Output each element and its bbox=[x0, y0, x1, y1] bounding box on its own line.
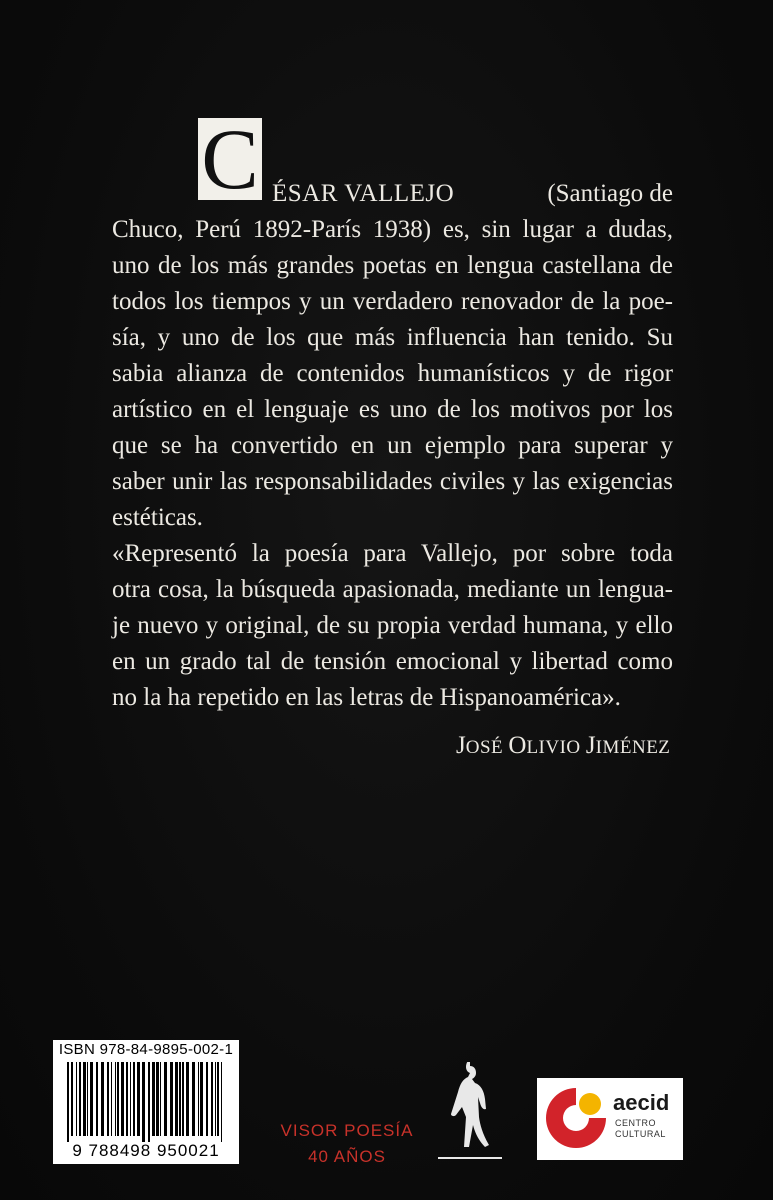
barcode-bar bbox=[160, 1062, 161, 1136]
barcode-bar bbox=[192, 1062, 195, 1136]
barcode-bar bbox=[221, 1062, 222, 1142]
quote-line: je nuevo y original, de su propia verdad humana, y ello bbox=[112, 612, 673, 639]
aecid-name: aecid bbox=[613, 1090, 670, 1115]
publisher-logo-figure bbox=[430, 1062, 510, 1162]
barcode-bar bbox=[121, 1062, 124, 1136]
quote-line: en un grado tal de tensión emocional y libertad como bbox=[112, 648, 673, 675]
barcode-bar bbox=[152, 1062, 155, 1136]
quote-line: otra cosa, la búsqueda apasionada, mediante un lengua- bbox=[112, 576, 673, 603]
birthplace-start: (Santiago de bbox=[547, 180, 673, 207]
barcode-bar bbox=[179, 1062, 181, 1136]
aecid-logo-icon bbox=[543, 1084, 609, 1154]
blurb-line: estéticas. bbox=[112, 504, 203, 531]
barcode-bar bbox=[83, 1062, 86, 1136]
barcode-bar bbox=[107, 1062, 109, 1136]
barcode-bar bbox=[175, 1062, 178, 1136]
quote-line: «Representó la poesía para Vallejo, por sobre toda bbox=[112, 540, 673, 567]
publisher-line-1: VISOR POESÍA bbox=[280, 1121, 414, 1140]
barcode-bar bbox=[148, 1062, 150, 1142]
blurb-first-line bbox=[272, 176, 673, 212]
barcode-bar bbox=[211, 1062, 213, 1136]
blurb-line: todos los tiempos y un verdadero renovador de la poe- bbox=[112, 288, 673, 315]
barcode-bar bbox=[133, 1062, 135, 1136]
barcode-bar bbox=[111, 1062, 112, 1136]
barcode-bars bbox=[63, 1062, 229, 1142]
aecid-logo-box bbox=[537, 1078, 683, 1160]
barcode-digits: 9 788498 950021 bbox=[72, 1141, 220, 1160]
barcode-bar bbox=[71, 1062, 73, 1136]
barcode-bar bbox=[198, 1062, 199, 1136]
barcode-bar bbox=[217, 1062, 219, 1136]
blurb-line: uno de los más grandes poetas en lengua castellana de bbox=[112, 252, 673, 279]
isbn-barcode bbox=[53, 1040, 239, 1164]
barcode-bar bbox=[101, 1062, 104, 1136]
barcode-bar bbox=[200, 1062, 203, 1136]
barcode-bar bbox=[182, 1062, 184, 1136]
barcode-bar bbox=[117, 1062, 119, 1136]
blurb-line: sía, y uno de los que más influencia han tenido. Su bbox=[112, 324, 673, 351]
barcode-bar bbox=[90, 1062, 93, 1136]
barcode-bar bbox=[130, 1062, 131, 1136]
quote-line: no la ha repetido en las letras de Hispanoamérica». bbox=[112, 684, 621, 711]
barcode-bar bbox=[186, 1062, 189, 1136]
barcode-bar bbox=[137, 1062, 140, 1136]
barcode-bar bbox=[215, 1062, 216, 1136]
barcode-bar bbox=[142, 1062, 145, 1142]
barcode-bar bbox=[87, 1062, 88, 1136]
blurb-line: Chuco, Perú 1892-París 1938) es, sin lugar a dudas, bbox=[112, 216, 673, 243]
barcode-bar bbox=[67, 1062, 69, 1142]
barcode-bar bbox=[156, 1062, 159, 1136]
publisher-line-2: 40 AÑOS bbox=[308, 1147, 386, 1166]
isbn-label: ISBN 978-84-9895-002-1 bbox=[58, 1041, 234, 1058]
aecid-subtitle: CENTRO CULTURAL bbox=[615, 1118, 666, 1139]
barcode-bar bbox=[76, 1062, 77, 1136]
barcode-bar bbox=[164, 1062, 167, 1136]
publisher-label bbox=[262, 1118, 432, 1170]
blurb-line: sabia alianza de contenidos humanísticos y de rigor bbox=[112, 360, 673, 387]
blurb-line: saber unir las responsabilidades civiles y las exigencias bbox=[112, 468, 673, 495]
barcode-bar bbox=[79, 1062, 81, 1136]
barcode-bar bbox=[96, 1062, 98, 1136]
author-name-caps: ÉSAR VALLEJO bbox=[272, 180, 455, 207]
barcode-bar bbox=[126, 1062, 128, 1136]
barcode-bar bbox=[170, 1062, 173, 1136]
blurb-line: artístico en el lenguaje es uno de los motivos por los bbox=[112, 396, 673, 423]
blurb-line: que se ha convertido en un ejemplo para superar y bbox=[112, 432, 673, 459]
drop-cap-letter: C bbox=[198, 118, 262, 200]
quote-author: JOSÉ OLIVIO JIMÉNEZ bbox=[456, 732, 671, 759]
barcode-bar bbox=[206, 1062, 208, 1136]
barcode-bar bbox=[115, 1062, 116, 1136]
